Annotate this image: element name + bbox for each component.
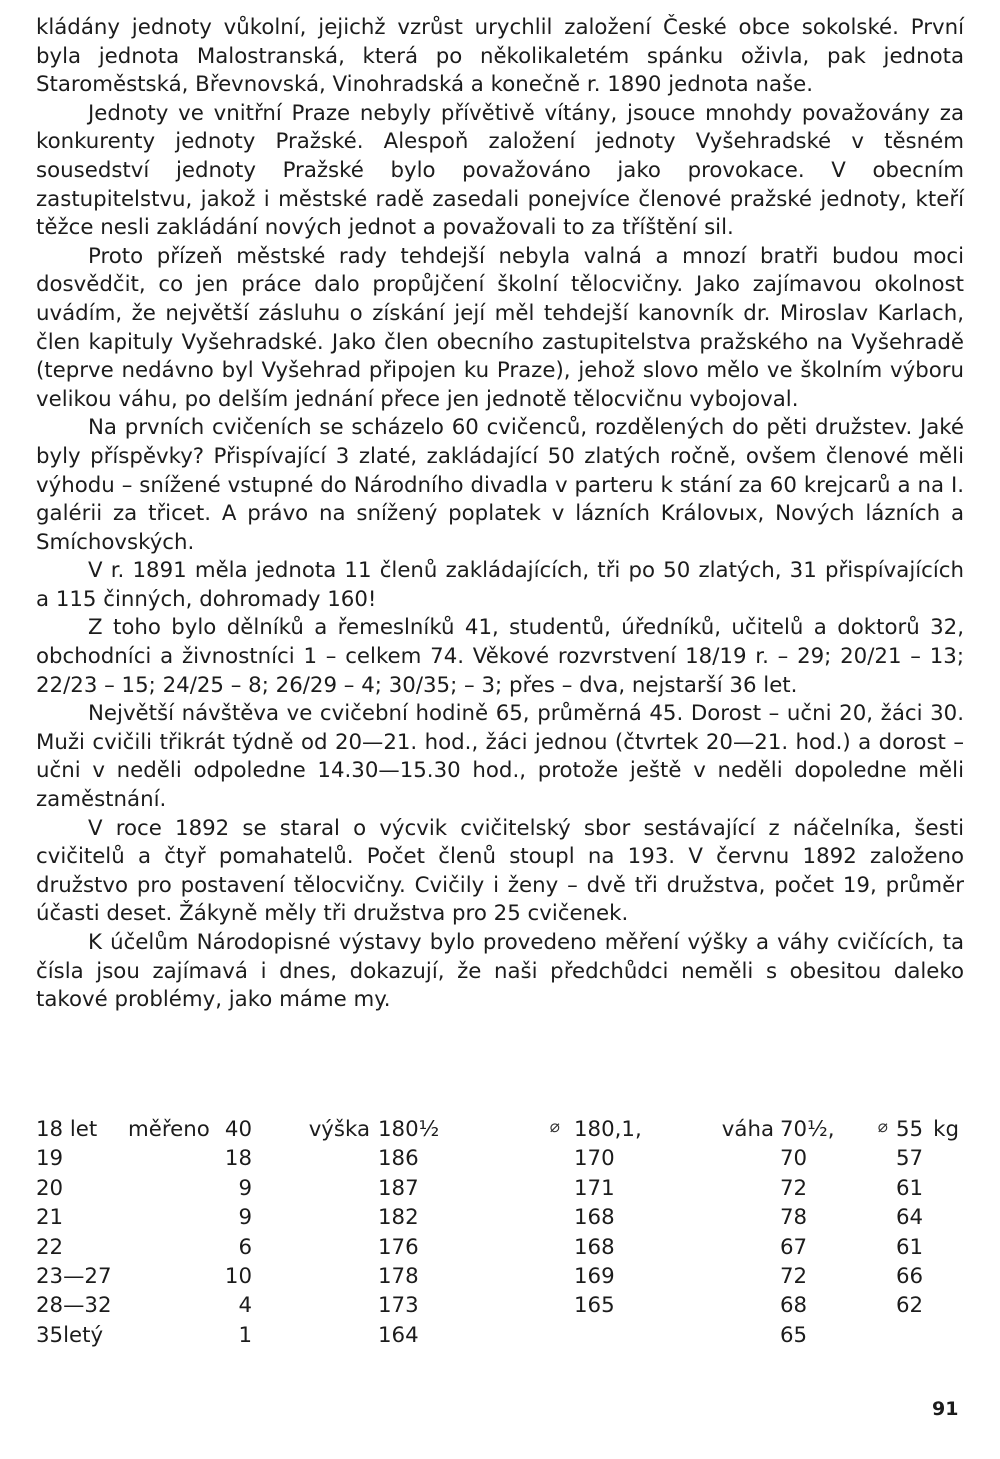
weight-label bbox=[674, 1264, 780, 1293]
avg-weight-cell: 61 bbox=[896, 1234, 924, 1260]
height-label: výška bbox=[308, 1117, 370, 1142]
measured-label bbox=[128, 1264, 216, 1293]
avg-symbol bbox=[838, 1205, 896, 1234]
paragraph: V r. 1891 měla jednota 11 členů zakládajících, tři po 50 zlatých, 31 přispívajících a 115 činných, dohromady 160! bbox=[36, 558, 964, 612]
count-cell: 6 bbox=[238, 1234, 252, 1260]
table-row bbox=[36, 1205, 964, 1234]
avg-symbol bbox=[838, 1264, 896, 1293]
table-row bbox=[36, 1117, 964, 1146]
weight-label bbox=[674, 1176, 780, 1205]
height-cell: 187 bbox=[378, 1175, 419, 1201]
paragraph: kládány jednoty vůkolní, jejichž vzrůst urychlil založení České obce sokolské. První byla jednota Malostranská, která po několikaletém spánku oživla, pak jednota Staroměstská, Břevnovská, Vinohradská a konečně r. 1890 jednota naše. bbox=[36, 15, 964, 98]
avg-symbol bbox=[838, 1176, 896, 1205]
weight-cell: 65 bbox=[780, 1322, 808, 1348]
measured-label bbox=[128, 1293, 216, 1322]
height-cell: 164 bbox=[378, 1322, 419, 1348]
height-label bbox=[258, 1205, 370, 1234]
age-cell: 28—32 bbox=[36, 1293, 112, 1319]
paragraph: Jednoty ve vnitřní Praze nebyly přívětivě vítány, jsouce mnohdy považovány za konkurenty jednoty Pražské. Alespoň založení jednoty Vyšehradské v těsném sousedství jednoty Pražské bylo považováno jako provokace. V obecním zastupitelstvu, jakož i městské radě zasedali ponejvíce členové pražské jednoty, kteří těžce nesli zakládání nových jednot a považovali to za tříštění sil. bbox=[36, 100, 964, 241]
age-cell: 35letý bbox=[36, 1322, 104, 1348]
avg-symbol bbox=[838, 1323, 896, 1352]
avg-symbol bbox=[432, 1146, 574, 1175]
avg-weight-cell bbox=[896, 1117, 964, 1146]
height-label bbox=[258, 1264, 370, 1293]
height-label bbox=[258, 1176, 370, 1205]
height-cell: 178 bbox=[378, 1263, 419, 1289]
weight-label bbox=[674, 1293, 780, 1322]
page-number: 91 bbox=[932, 1398, 959, 1420]
count-cell: 1 bbox=[238, 1322, 252, 1348]
count-cell: 40 bbox=[224, 1117, 252, 1142]
avg-height-cell: 170 bbox=[574, 1146, 615, 1172]
avg-weight-cell: 61 bbox=[896, 1175, 924, 1201]
body-text bbox=[36, 14, 964, 1015]
height-cell: 186 bbox=[378, 1146, 419, 1172]
avg-symbol bbox=[432, 1235, 574, 1264]
measurement-table bbox=[36, 1117, 964, 1352]
unit-label: kg bbox=[933, 1117, 959, 1142]
weight-cell: 70½, bbox=[780, 1117, 835, 1142]
avg-height-cell: 180,1, bbox=[574, 1117, 642, 1142]
avg-symbol bbox=[838, 1235, 896, 1264]
count-cell: 18 bbox=[224, 1146, 252, 1172]
avg-weight-cell bbox=[896, 1323, 964, 1352]
height-label bbox=[258, 1323, 370, 1352]
avg-weight-value: 55 bbox=[896, 1117, 924, 1142]
measured-label: měřeno bbox=[128, 1117, 210, 1142]
measured-label bbox=[128, 1323, 216, 1352]
count-cell: 9 bbox=[238, 1175, 252, 1201]
count-cell: 4 bbox=[238, 1293, 252, 1319]
table-row bbox=[36, 1323, 964, 1352]
paragraph: Z toho bylo dělníků a řemeslníků 41, studentů, úředníků, učitelů a doktorů 32, obchodníci a živnostníci 1 – celkem 74. Věkové rozvrstvení 18/19 r. – 29; 20/21 – 13; 22/23 – 15; 24/25 – 8; 26/29 – 4; 30/35; – 3; přes – dva, nejstarší 36 let. bbox=[36, 615, 964, 698]
table-row bbox=[36, 1293, 964, 1322]
avg-weight-cell: 62 bbox=[896, 1293, 924, 1319]
measured-label bbox=[128, 1235, 216, 1264]
avg-symbol bbox=[838, 1293, 896, 1322]
age-cell: 20 bbox=[36, 1175, 64, 1201]
height-cell: 182 bbox=[378, 1205, 419, 1231]
avg-weight-cell: 57 bbox=[896, 1146, 924, 1172]
avg-symbol bbox=[432, 1205, 574, 1234]
table-row bbox=[36, 1264, 964, 1293]
paragraph: Na prvních cvičeních se scházelo 60 cvičenců, rozdělených do pěti družstev. Jaké byly příspěvky? Přispívající 3 zlaté, zakládající 50 zlatých ročně, ovšem členové měli výhodu – snížené vstupné do Národního divadla v parteru k stání za 60 krejcarů a na I. galérii za třicet. A právo na snížený poplatek v lázních Královых, Nových lázních a Smíchovských. bbox=[36, 415, 964, 555]
avg-height-cell: 165 bbox=[574, 1293, 615, 1319]
measured-label bbox=[128, 1176, 216, 1205]
height-label bbox=[258, 1235, 370, 1264]
age-cell: 19 bbox=[36, 1146, 64, 1172]
paragraph: K účelům Národopisné výstavy bylo provedeno měření výšky a váhy cvičících, ta čísla jsou zajímavá i dnes, dokazují, že naši předchůdci neměli s obesitou daleko takové problémy, jako máme my. bbox=[36, 930, 964, 1013]
measured-label bbox=[128, 1205, 216, 1234]
avg-symbol bbox=[838, 1146, 896, 1175]
avg-symbol: ⌀ bbox=[877, 1117, 888, 1137]
age-cell: 23—27 bbox=[36, 1263, 112, 1289]
avg-symbol bbox=[432, 1176, 574, 1205]
avg-height-cell: 168 bbox=[574, 1234, 615, 1260]
weight-cell: 68 bbox=[780, 1293, 808, 1319]
count-cell: 9 bbox=[238, 1205, 252, 1231]
table-row bbox=[36, 1235, 964, 1264]
avg-weight-cell: 64 bbox=[896, 1205, 924, 1231]
avg-height-cell: 168 bbox=[574, 1205, 615, 1231]
avg-height-cell: 171 bbox=[574, 1175, 615, 1201]
avg-symbol bbox=[432, 1264, 574, 1293]
avg-height-cell: 169 bbox=[574, 1263, 615, 1289]
weight-label bbox=[674, 1146, 780, 1175]
age-cell: 22 bbox=[36, 1234, 64, 1260]
avg-height-cell bbox=[574, 1323, 674, 1352]
table-row bbox=[36, 1176, 964, 1205]
height-label bbox=[258, 1146, 370, 1175]
weight-cell: 78 bbox=[780, 1205, 808, 1231]
measured-label bbox=[128, 1146, 216, 1175]
height-cell: 180½ bbox=[378, 1117, 440, 1142]
weight-cell: 72 bbox=[780, 1263, 808, 1289]
avg-symbol bbox=[432, 1323, 574, 1352]
height-cell: 176 bbox=[378, 1234, 419, 1260]
avg-symbol bbox=[432, 1293, 574, 1322]
weight-label: váha bbox=[721, 1117, 774, 1142]
table-row bbox=[36, 1146, 964, 1175]
weight-cell: 67 bbox=[780, 1234, 808, 1260]
paragraph: Největší návštěva ve cvičební hodině 65, průměrná 45. Dorost – učni 20, žáci 30. Muži cvičili třikrát týdně od 20—21. hod., žáci jednou (čtvrtek 20—21. hod.) a dorost – učni v neděli odpoledne 14.30—15.30 hod., protože ještě v neděli dopoledne měli zaměstnání. bbox=[36, 701, 964, 813]
height-label bbox=[258, 1293, 370, 1322]
weight-label bbox=[674, 1235, 780, 1264]
count-cell: 10 bbox=[224, 1263, 252, 1289]
height-cell: 173 bbox=[378, 1293, 419, 1319]
paragraph: V roce 1892 se staral o výcvik cvičitelský sbor sestávající z náčelníka, šesti cvičitelů a čtyř pomahatelů. Počet členů stoupl na 193. V červnu 1892 založeno družstvo pro postavení tělocvičny. Cvičily i ženy – dvě tři družstva, počet 19, průměr účasti deset. Žákyně měly tři družstva pro 25 cvičenek. bbox=[36, 815, 964, 927]
weight-label bbox=[674, 1205, 780, 1234]
age-cell: 18 let bbox=[36, 1117, 98, 1142]
avg-weight-cell: 66 bbox=[896, 1263, 924, 1289]
weight-cell: 70 bbox=[780, 1146, 808, 1172]
paragraph: Proto přízeň městské rady tehdejší nebyla valná a mnozí bratři budou moci dosvědčit, co jen práce dalo propůjčení školní tělocvičny. Jako zajímavou okolnost uvádím, že největší zásluhu o získání její měl tehdejší kanovník dr. Miroslav Karlach, člen kapituly Vyšehradské. Jako člen obecního zastupitelstva pražského na Vyšehradě (teprve nedávno byl Vyšehrad připojen ku Praze), jehož slovo mělo ve školním výboru velikou váhu, po delším jednání přece jen jednotě tělocvičnu vybojoval. bbox=[36, 243, 964, 412]
avg-symbol: ⌀ bbox=[549, 1117, 560, 1137]
weight-label bbox=[674, 1323, 780, 1352]
weight-cell: 72 bbox=[780, 1175, 808, 1201]
age-cell: 21 bbox=[36, 1205, 64, 1231]
